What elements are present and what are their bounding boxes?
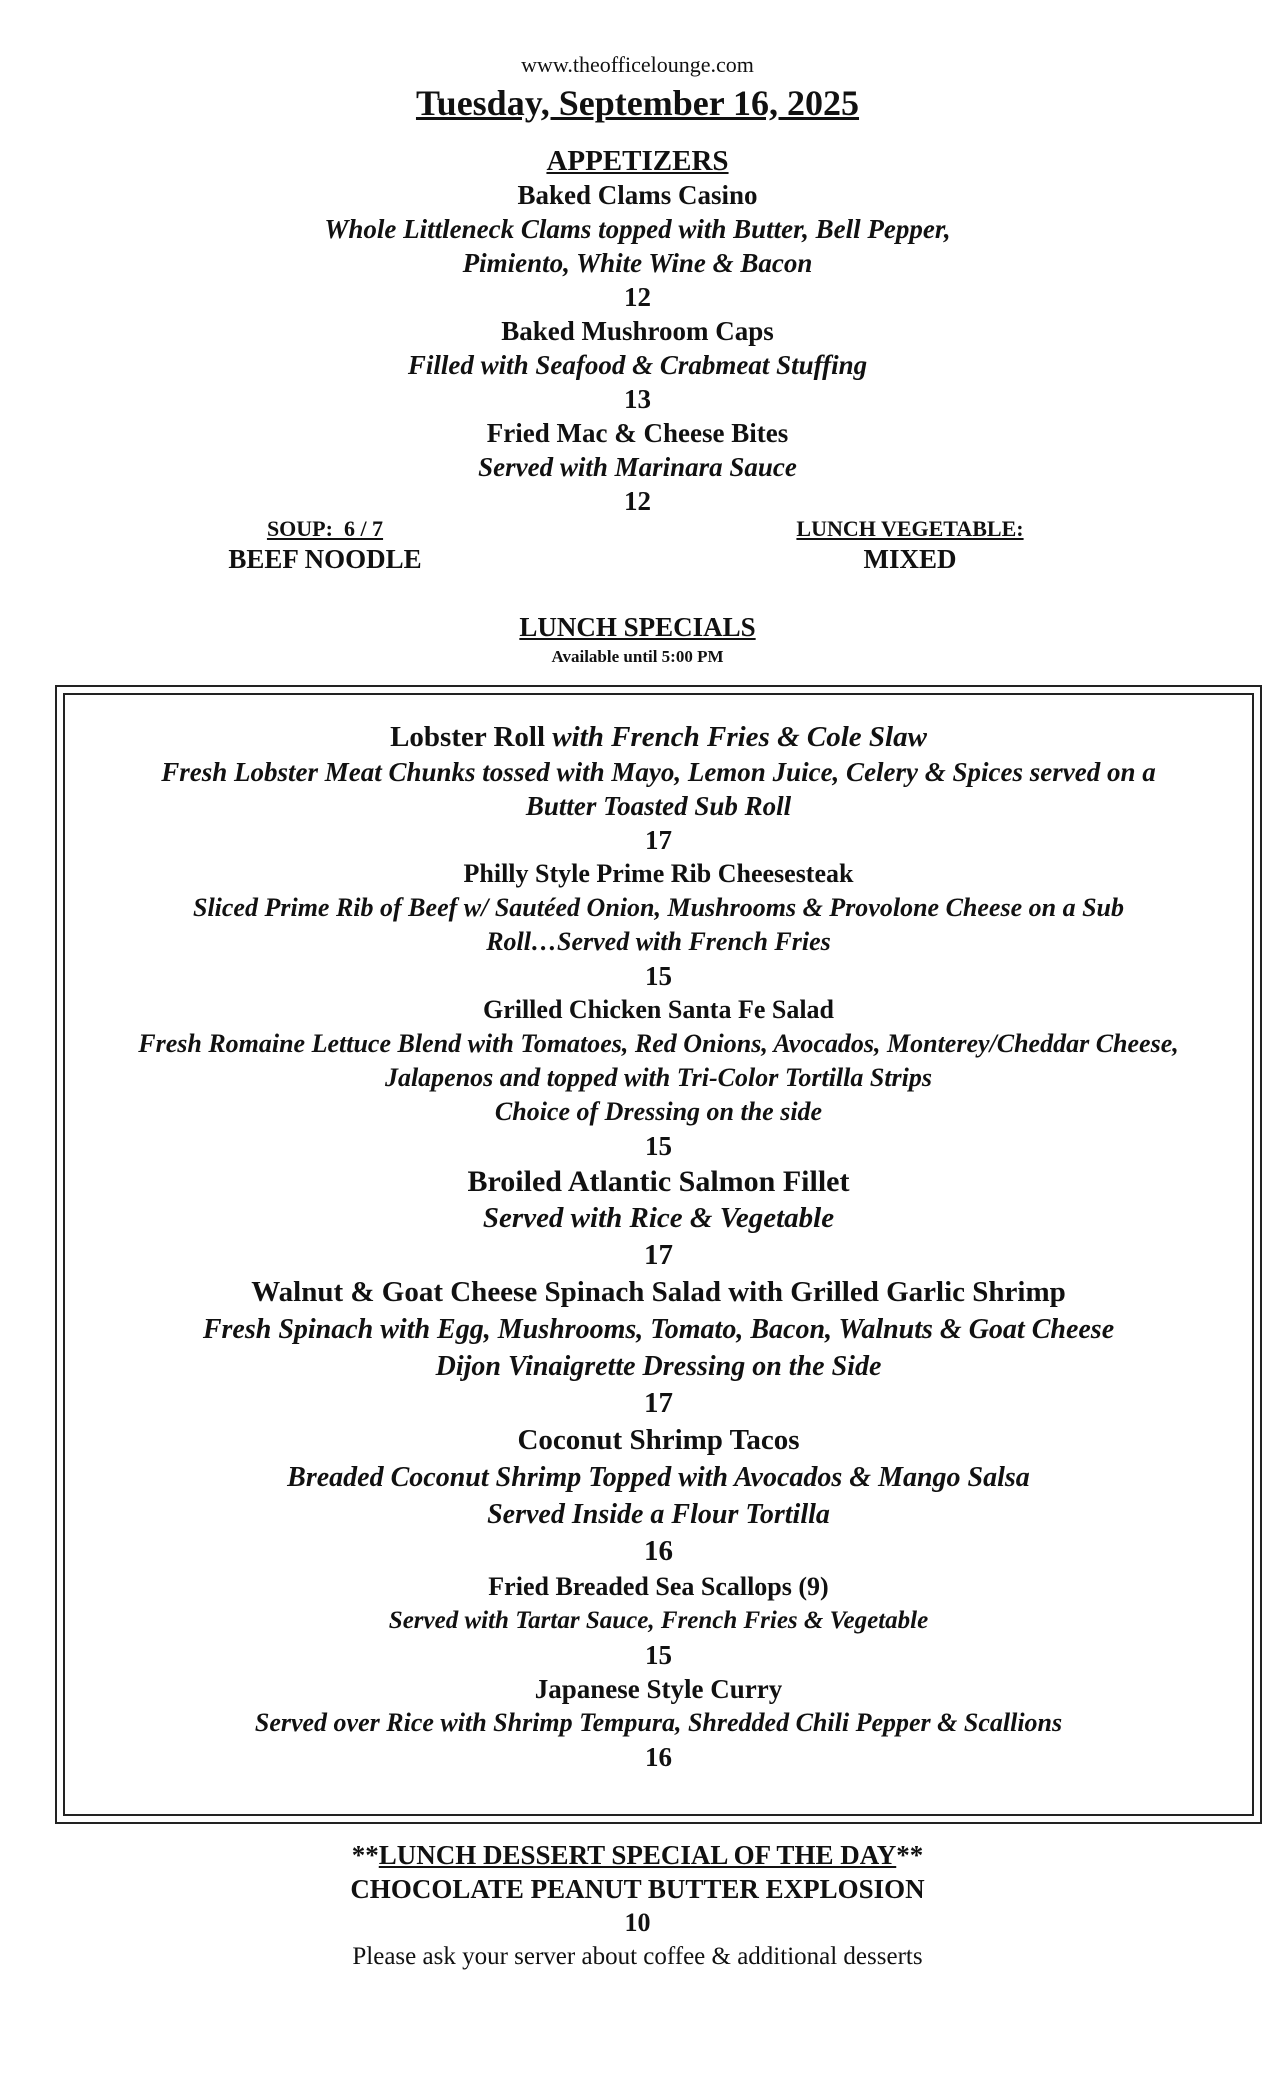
dessert-heading-suffix: **	[896, 1840, 924, 1870]
soup-label: SOUP: 6 / 7	[266, 516, 384, 541]
special-price: 17	[645, 825, 672, 855]
special-desc: Served with Rice & Vegetable	[482, 1202, 835, 1234]
special-item	[65, 857, 1252, 993]
lunch-specials-inner-border	[63, 693, 1254, 1816]
dessert-heading	[0, 1838, 1275, 1872]
appetizer-desc: Filled with Seafood & Crabmeat Stuffing	[407, 350, 868, 380]
lunch-specials-availability: Available until 5:00 PM	[551, 647, 724, 666]
appetizers-list	[0, 178, 1275, 518]
dessert-heading-prefix: **	[351, 1840, 379, 1870]
special-desc: Served over Rice with Shrimp Tempura, Shredded Chili Pepper & Scallions	[254, 1708, 1063, 1737]
special-item	[65, 1163, 1252, 1274]
special-desc: Fresh Romaine Lettuce Blend with Tomatoes, Red Onions, Avocados, Monterey/Cheddar Cheese,	[138, 1029, 1179, 1058]
special-item	[65, 1422, 1252, 1570]
appetizer-item	[0, 416, 1275, 518]
special-name-suffix: with French Fries & Cole Slaw	[545, 721, 927, 753]
special-item	[65, 719, 1252, 857]
special-desc: Fresh Spinach with Egg, Mushrooms, Tomato, Bacon, Walnuts & Goat Cheese	[202, 1314, 1115, 1345]
special-item	[65, 993, 1252, 1163]
special-item	[65, 1570, 1252, 1672]
special-name: Coconut Shrimp Tacos	[517, 1424, 800, 1456]
appetizer-desc: Whole Littleneck Clams topped with Butter, Bell Pepper,	[324, 214, 951, 244]
special-price: 15	[645, 1131, 672, 1161]
special-price: 15	[645, 961, 672, 991]
special-desc: Breaded Coconut Shrimp Topped with Avocados & Mango Salsa	[287, 1462, 1030, 1493]
special-name: Grilled Chicken Santa Fe Salad	[482, 995, 835, 1024]
appetizers-heading: APPETIZERS	[546, 145, 729, 177]
dessert-note: Please ask your server about coffee & additional desserts	[352, 1943, 923, 1970]
special-name: Philly Style Prime Rib Cheesesteak	[463, 859, 854, 888]
special-desc: Jalapenos and topped with Tri-Color Tortilla Strips	[384, 1063, 933, 1092]
appetizer-name: Fried Mac & Cheese Bites	[486, 418, 789, 448]
appetizer-desc: Served with Marinara Sauce	[478, 452, 797, 482]
special-desc: Dijon Vinaigrette Dressing on the Side	[435, 1351, 882, 1382]
special-desc: Butter Toasted Sub Roll	[525, 791, 792, 821]
appetizer-item	[0, 178, 1275, 314]
special-desc: Served Inside a Flour Tortilla	[487, 1499, 830, 1530]
appetizer-price: 13	[624, 384, 651, 414]
special-desc: Choice of Dressing on the side	[494, 1097, 823, 1126]
special-desc: Roll…Served with French Fries	[486, 927, 831, 956]
appetizer-item	[0, 314, 1275, 416]
special-price: 16	[645, 1742, 672, 1772]
soup-of-the-day	[195, 516, 455, 575]
lunch-specials-heading: LUNCH SPECIALS	[519, 612, 756, 642]
dessert-price: 10	[624, 1908, 651, 1937]
appetizer-name: Baked Clams Casino	[517, 180, 758, 210]
special-name: Broiled Atlantic Salmon Fillet	[467, 1165, 850, 1198]
special-desc: Fresh Lobster Meat Chunks tossed with Mayo, Lemon Juice, Celery & Spices served on a	[161, 757, 1156, 787]
soup-value: BEEF NOODLE	[228, 544, 422, 574]
special-name	[65, 719, 1252, 755]
appetizer-price: 12	[624, 486, 651, 516]
lunch-vegetable	[760, 516, 1060, 575]
special-name-main: Lobster Roll	[390, 721, 546, 753]
lunch-specials-list	[65, 719, 1252, 1774]
dessert-heading-text: LUNCH DESSERT SPECIAL OF THE DAY	[378, 1840, 897, 1870]
vegetable-value: MIXED	[863, 544, 957, 574]
website-url: www.theofficelounge.com	[521, 52, 754, 77]
special-price: 17	[644, 1387, 673, 1419]
special-desc: Served with Tartar Sauce, French Fries & Vegetable	[388, 1607, 929, 1634]
dessert-name: CHOCOLATE PEANUT BUTTER EXPLOSION	[350, 1874, 925, 1904]
appetizer-desc: Pimiento, White Wine & Bacon	[462, 248, 813, 278]
appetizer-name: Baked Mushroom Caps	[501, 316, 774, 346]
vegetable-label: LUNCH VEGETABLE:	[796, 516, 1024, 541]
appetizer-price: 12	[624, 282, 651, 312]
menu-date: Tuesday, September 16, 2025	[415, 83, 860, 123]
special-name: Fried Breaded Sea Scallops (9)	[488, 1572, 829, 1601]
special-name: Walnut & Goat Cheese Spinach Salad with Grilled Garlic Shrimp	[251, 1276, 1066, 1308]
special-name: Japanese Style Curry	[534, 1674, 783, 1704]
lunch-specials-box	[55, 685, 1262, 1824]
special-item	[65, 1672, 1252, 1774]
special-price: 15	[645, 1640, 672, 1670]
dessert-special	[0, 1838, 1275, 1974]
special-price: 17	[644, 1239, 673, 1271]
special-item	[65, 1274, 1252, 1422]
special-desc: Sliced Prime Rib of Beef w/ Sautéed Onion, Mushrooms & Provolone Cheese on a Sub	[192, 893, 1124, 922]
special-price: 16	[644, 1535, 673, 1567]
